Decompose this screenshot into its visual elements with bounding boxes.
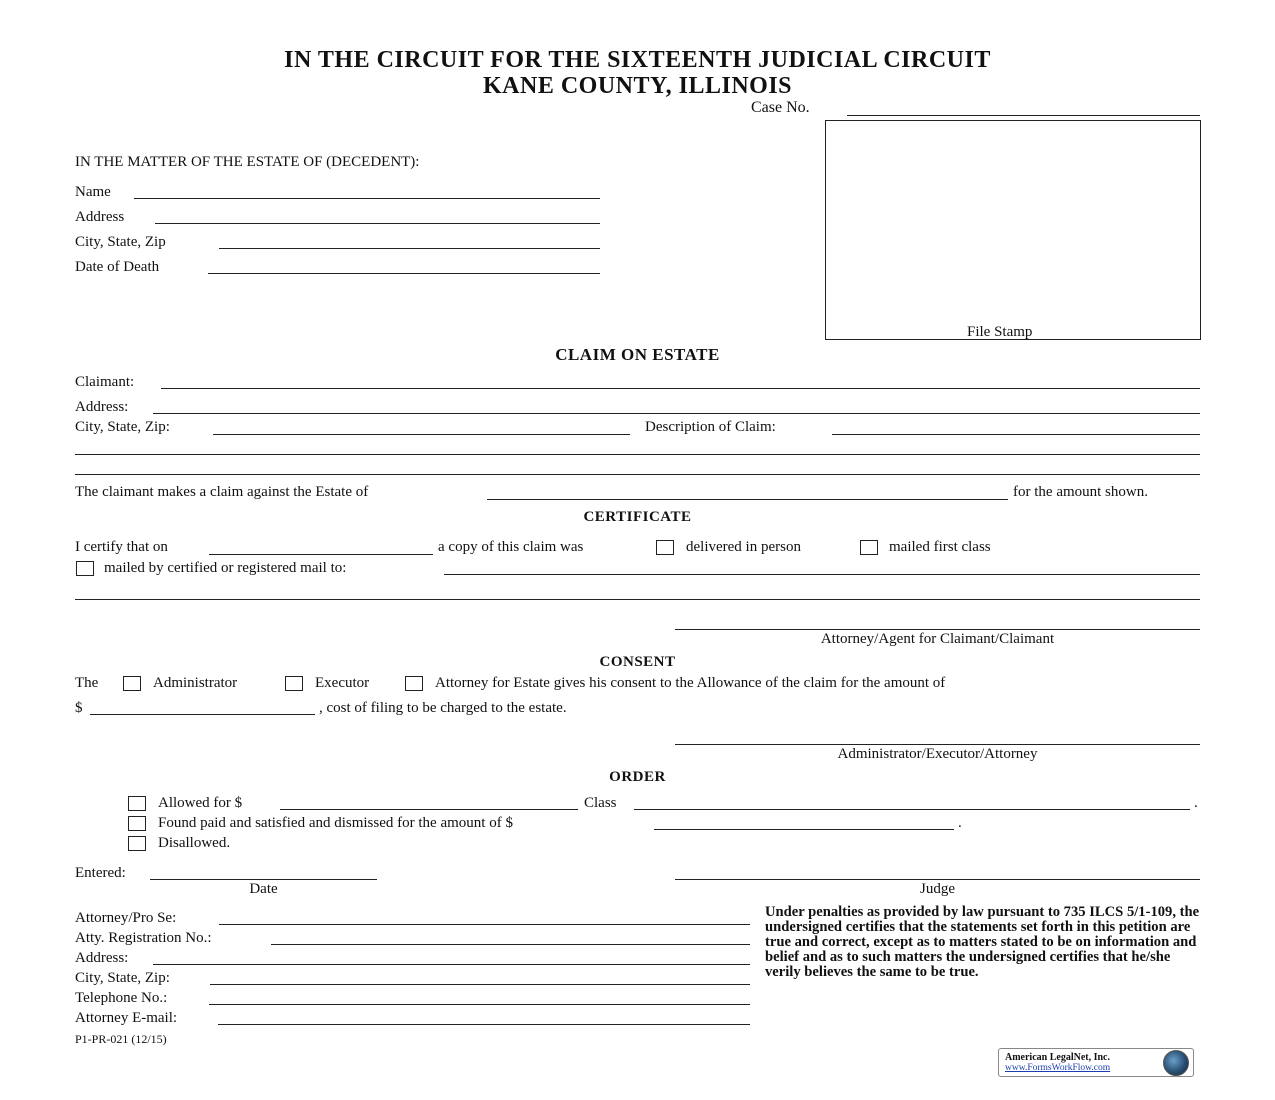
claimant-address-label: Address: bbox=[75, 399, 129, 415]
consent-dollar: $ bbox=[75, 700, 83, 716]
certification-text: Under penalties as provided by law pursuant to 735 ILCS 5/1-109, the undersigned certifies that the statements set forth in this petition are true and correct, except as to matters stated to be on information and belief and as to such matters the undersigned certifies that he/she verily believes the same to be true. bbox=[765, 904, 1200, 980]
estate-name-field[interactable] bbox=[487, 499, 1008, 500]
globe-icon bbox=[1163, 1050, 1189, 1076]
decedent-city-label: City, State, Zip bbox=[75, 234, 166, 250]
executor-label: Executor bbox=[315, 675, 370, 691]
class-period: . bbox=[1194, 795, 1198, 811]
decedent-dod-field[interactable] bbox=[208, 273, 600, 274]
telephone-field[interactable] bbox=[209, 1004, 750, 1005]
certify-text: I certify that on bbox=[75, 539, 168, 555]
decedent-name-field[interactable] bbox=[134, 198, 600, 199]
estate-text-start: The claimant makes a claim against the Estate of bbox=[75, 484, 369, 500]
case-no-label: Case No. bbox=[751, 99, 810, 116]
claimant-field[interactable] bbox=[161, 388, 1200, 389]
attorney-email-field[interactable] bbox=[218, 1024, 750, 1025]
order-title: ORDER bbox=[609, 769, 666, 785]
mailed-certified-label: mailed by certified or registered mail to: bbox=[104, 560, 347, 576]
form-id: P1-PR-021 (12/15) bbox=[75, 1032, 167, 1046]
logo-url-link[interactable]: www.FormsWorkFlow.com bbox=[1005, 1063, 1111, 1073]
attorney-city-label: City, State, Zip: bbox=[75, 970, 170, 986]
claim-title: CLAIM ON ESTATE bbox=[555, 345, 720, 364]
claimant-signature-caption: Attorney/Agent for Claimant/Claimant bbox=[820, 631, 1055, 647]
consent-amount-field[interactable] bbox=[90, 714, 315, 715]
found-paid-checkbox[interactable] bbox=[128, 816, 146, 831]
county-title: KANE COUNTY, ILLINOIS bbox=[482, 73, 793, 99]
decedent-dod-label: Date of Death bbox=[75, 259, 160, 275]
executor-checkbox[interactable] bbox=[285, 676, 303, 691]
attorney-estate-checkbox[interactable] bbox=[405, 676, 423, 691]
administrator-label: Administrator bbox=[153, 675, 238, 691]
decedent-name-label: Name bbox=[75, 184, 111, 200]
class-field[interactable] bbox=[634, 809, 1190, 810]
consent-title: CONSENT bbox=[599, 654, 676, 670]
attorney-address-label: Address: bbox=[75, 950, 129, 966]
claimant-city-field[interactable] bbox=[213, 434, 630, 435]
allowed-label: Allowed for $ bbox=[158, 795, 243, 811]
copy-text: a copy of this claim was bbox=[438, 539, 584, 555]
consent-cost-text: , cost of filing to be charged to the estate. bbox=[319, 700, 567, 716]
mail-address-line-2[interactable] bbox=[75, 599, 1200, 600]
americanlegalnet-logo bbox=[998, 1048, 1194, 1077]
atty-registration-label: Atty. Registration No.: bbox=[75, 930, 212, 946]
decedent-address-label: Address bbox=[75, 209, 125, 225]
found-paid-label: Found paid and satisfied and dismissed for the amount of $ bbox=[158, 815, 513, 831]
administrator-signature-caption: Administrator/Executor/Attorney bbox=[837, 746, 1038, 762]
decedent-city-field[interactable] bbox=[219, 248, 600, 249]
decedent-address-field[interactable] bbox=[155, 223, 600, 224]
file-stamp-label: File Stamp bbox=[967, 324, 1033, 340]
allowed-amount-field[interactable] bbox=[280, 809, 578, 810]
disallowed-label: Disallowed. bbox=[158, 835, 231, 851]
logo-name: American LegalNet, Inc. bbox=[1005, 1052, 1110, 1063]
judge-caption: Judge bbox=[920, 881, 955, 897]
claimant-label: Claimant: bbox=[75, 374, 135, 390]
attorney-address-field[interactable] bbox=[153, 964, 750, 965]
mailed-certified-checkbox[interactable] bbox=[76, 561, 94, 576]
description-line-3[interactable] bbox=[75, 474, 1200, 475]
class-label: Class bbox=[584, 795, 617, 811]
description-label: Description of Claim: bbox=[645, 419, 776, 435]
entered-label: Entered: bbox=[75, 865, 126, 881]
claimant-address-field[interactable] bbox=[153, 413, 1200, 414]
attorney-pro-se-label: Attorney/Pro Se: bbox=[75, 910, 177, 926]
attorney-consent-text: Attorney for Estate gives his consent to the Allowance of the claim for the amount of bbox=[435, 675, 946, 691]
atty-registration-field[interactable] bbox=[271, 944, 750, 945]
disallowed-checkbox[interactable] bbox=[128, 836, 146, 851]
file-stamp-box bbox=[825, 120, 1201, 340]
claimant-city-label: City, State, Zip: bbox=[75, 419, 170, 435]
delivered-checkbox[interactable] bbox=[656, 540, 674, 555]
attorney-email-label: Attorney E-mail: bbox=[75, 1010, 178, 1026]
mail-address-field[interactable] bbox=[444, 574, 1200, 575]
certificate-title: CERTIFICATE bbox=[583, 509, 692, 525]
allowed-checkbox[interactable] bbox=[128, 796, 146, 811]
found-paid-amount-field[interactable] bbox=[654, 829, 954, 830]
description-line-2[interactable] bbox=[75, 454, 1200, 455]
case-no-field[interactable] bbox=[847, 115, 1200, 116]
administrator-checkbox[interactable] bbox=[123, 676, 141, 691]
delivered-label: delivered in person bbox=[686, 539, 801, 555]
consent-the: The bbox=[75, 675, 99, 691]
date-caption: Date bbox=[249, 881, 278, 897]
telephone-label: Telephone No.: bbox=[75, 990, 168, 1006]
certify-date-field[interactable] bbox=[209, 554, 433, 555]
attorney-pro-se-field[interactable] bbox=[219, 924, 750, 925]
found-paid-period: . bbox=[958, 815, 962, 831]
attorney-city-field[interactable] bbox=[210, 984, 750, 985]
description-field[interactable] bbox=[832, 434, 1200, 435]
mailed-first-label: mailed first class bbox=[889, 539, 991, 555]
court-title: IN THE CIRCUIT FOR THE SIXTEENTH JUDICIAL CIRCUIT bbox=[284, 47, 991, 73]
mailed-first-checkbox[interactable] bbox=[860, 540, 878, 555]
estate-text-end: for the amount shown. bbox=[1013, 484, 1148, 500]
decedent-heading: IN THE MATTER OF THE ESTATE OF (DECEDENT): bbox=[75, 154, 420, 170]
